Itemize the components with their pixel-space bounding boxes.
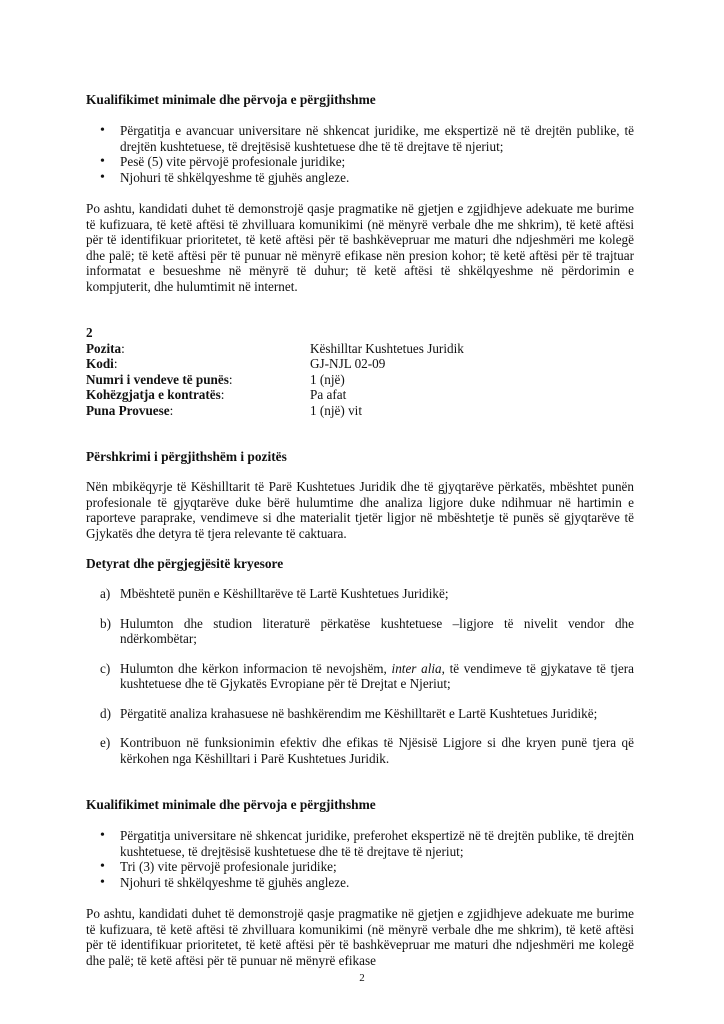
meta-colon: : — [113, 356, 118, 371]
duties-heading: Detyrat dhe përgjegjësitë kryesore — [86, 556, 284, 571]
meta-label: Numri i vendeve të punës — [86, 371, 229, 387]
meta-row-probation — [86, 403, 634, 419]
item-text: Kontribuon në funksionimin efektiv dhe efikas të Njësisë Ligjore si dhe kryen punë tjera që kërkohen nga Këshilltari i Parë Kushtetues Juridik. — [120, 735, 634, 766]
position-block — [86, 325, 634, 418]
page-number: 2 — [359, 972, 365, 984]
list-item — [86, 661, 634, 692]
meta-value: Këshilltar Kushtetues Juridik — [310, 340, 464, 356]
meta-row-duration — [86, 387, 634, 403]
skills-paragraph-2: Po ashtu, kandidati duhet të demonstrojë qasje pragmatike në gjetjen e zgjidhjeve adekuate me burime të kufizuara, të ketë aftësi të zhvilluara komunikimi (në mënyrë verbale dhe me shkrim), të ketë aftësi për të identifikuar prioritetet, të ketë aftësi për të bashkëvepruar me maturi dhe ndjeshmëri me kolegë dhe palë; të ketë aftësi për të punuar në mënyrë efikase — [86, 906, 634, 968]
meta-colon: : — [169, 402, 174, 418]
qualifications-list — [86, 123, 634, 185]
description-heading: Përshkrimi i përgjithshëm i pozitës — [86, 449, 287, 464]
item-text: Mbështetë punën e Këshilltarëve të Lartë Kushtetues Juridikë; — [120, 586, 449, 601]
list-item: • Pesë (5) vite përvojë profesionale juridike; — [86, 154, 634, 170]
meta-label: Kodi — [86, 356, 114, 371]
meta-row-code — [86, 356, 634, 372]
item-label: e) — [100, 735, 111, 750]
item-label: c) — [100, 660, 111, 676]
meta-colon: : — [228, 371, 233, 387]
meta-value: 1 (një) vit — [310, 402, 363, 418]
position-number: 2 — [86, 325, 93, 340]
skills-paragraph: Po ashtu, kandidati duhet të demonstrojë qasje pragmatike në gjetjen e zgjidhjeve adekuate me burime të kufizuara, të ketë aftësi të zhvilluara komunikimi (në mënyrë verbale dhe me shkrim), të ketë aftësi për të identifikuar prioritetet, të ketë aftësi për të bashkëvepruar me maturi dhe ndjeshmëri me kolegë dhe palë; të ketë aftësi për të punuar në mënyrë efikase nën presion kohor; të ketë aftësi për të trajtuar informatat e besueshme në mënyrë të duhur; të ketë aftësi të shkëlqyeshme në përdorimin e kompjuterit, dhe hulumtimit në internet. — [86, 201, 634, 294]
meta-colon: : — [220, 387, 225, 402]
meta-label: Puna Provuese — [86, 402, 170, 418]
list-item — [86, 616, 634, 647]
meta-row-vacancies — [86, 372, 634, 388]
page-content — [86, 92, 634, 968]
item-italic: inter alia — [391, 660, 442, 676]
meta-label: Pozita — [86, 340, 122, 356]
meta-colon: : — [121, 340, 125, 356]
duties-list — [86, 586, 634, 766]
item-text: Përgatitë analiza krahasuese në bashkërendim me Këshilltarët e Lartë Kushtetues Juridikë; — [120, 705, 598, 721]
list-item: • Përgatitja universitare në shkencat juridike, preferohet ekspertizë në të drejtën publike, të drejtën kushtetuese, të drejtësisë kushtetuese dhe të të drejtave të njeriut; — [86, 828, 634, 859]
list-item: • Njohuri të shkëlqyeshme të gjuhës angleze. — [86, 875, 634, 891]
position-meta — [86, 341, 634, 419]
item-label: d) — [100, 705, 111, 721]
list-item: • Përgatitja e avancuar universitare në shkencat juridike, me ekspertizë në të drejtën publike, të drejtën kushtetuese, të drejtësisë kushtetuese dhe të të drejtave të njeriut; — [86, 123, 634, 154]
list-item — [86, 706, 634, 722]
qualifications-heading: Kualifikimet minimale dhe përvoja e përgjithshme — [86, 92, 376, 107]
meta-row-position — [86, 341, 634, 357]
list-item — [86, 735, 634, 766]
item-label: a) — [100, 586, 111, 601]
description-paragraph: Nën mbikëqyrje të Këshilltarit të Parë Kushtetues Juridik dhe të gjyqtarëve përkatës, mbështet punën profesionale të gjyqtarëve duke bërë hulumtime dhe analiza ligjore duke ndihmuar në hartimin e raporteve paraprake, vendimeve si dhe materialit tjetër ligjor në mbështetje të punës së gjyqtarëve të Gjykatës dhe detyra të tjera relevante të caktuara. — [86, 479, 634, 541]
meta-value: GJ-NJL 02-09 — [310, 356, 386, 371]
list-item: • Njohuri të shkëlqyeshme të gjuhës angleze. — [86, 170, 634, 186]
meta-value: Pa afat — [310, 387, 347, 402]
list-item — [86, 586, 634, 602]
list-item: • Tri (3) vite përvojë profesionale juridike; — [86, 859, 634, 875]
meta-label: Kohëzgjatja e kontratës — [86, 387, 221, 402]
meta-value: 1 (një) — [310, 371, 345, 387]
item-text: Hulumton dhe kërkon informacion të nevojshëm, — [120, 660, 392, 676]
item-label: b) — [100, 615, 111, 631]
item-text: Hulumton dhe studion literaturë përkatëse kushtetuese –ligjore të nivelit vendor dhe ndërkombëtar; — [120, 615, 634, 646]
qualifications-list-2 — [86, 828, 634, 890]
qualifications-heading-2: Kualifikimet minimale dhe përvoja e përgjithshme — [86, 797, 376, 812]
item-text: , të vendimeve të gjykatave të tjera kushtetuese dhe të Gjykatës Evropiane për të Drejtat e Njeriut; — [120, 660, 634, 691]
